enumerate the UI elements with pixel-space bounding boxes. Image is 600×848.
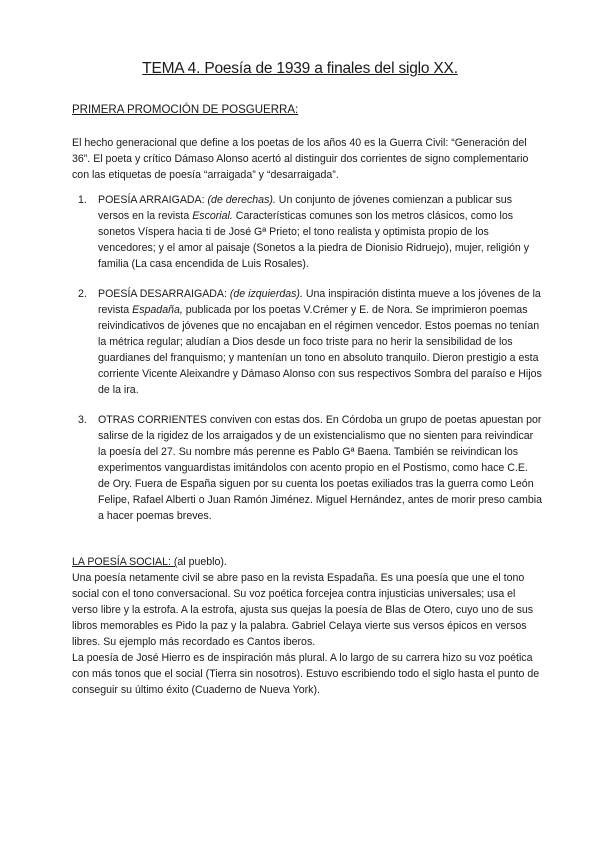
poesia-social-paragraph-2: La poesía de José Hierro es de inspiración más plural. A lo largo de su carrera hizo su voz poética con más tonos que el social (Tierra sin nosotros). Estuvo escribiendo todo el siglo hasta el punto de conseguir su último éxito (Cuaderno de Nueva York). xyxy=(72,652,540,696)
currents-list xyxy=(72,192,542,524)
list-item-desarraigada xyxy=(72,286,542,412)
section-poesia-social xyxy=(72,554,542,698)
heading-underlined: LA POESÍA SOCIAL: ( xyxy=(72,556,178,568)
item-lead-italic: (de izquierdas). xyxy=(229,288,303,300)
section-heading-primera-promocion: PRIMERA PROMOCIÓN DE POSGUERRA: xyxy=(72,104,299,116)
list-number: 2. xyxy=(78,288,87,300)
list-item-otras-corrientes xyxy=(72,412,542,524)
intro-paragraph: El hecho generacional que define a los poetas de los años 40 es la Guerra Civil: “Generación del 36”. El poeta y crítico Dámaso Alonso acertó al distinguir dos corrientes de signo complementario con las etiquetas de poesía “arraigada” y “desarraigada”. xyxy=(72,137,529,181)
document-title: TEMA 4. Poesía de 1939 a finales del siglo XX. xyxy=(142,60,458,77)
poesia-social-paragraph-1: Una poesía netamente civil se abre paso en la revista Espadaña. Es una poesía que une el tono social con el tono conversacional. Su voz poética forcejea contra injusticias universales; usa el verso libre y la estrofa. A la estrofa, ajusta sus quejas la poesía de Blas de Otero, cuyo uno de sus libros memorables es Pido la paz y la palabra. Gabriel Celaya vierte sus versos épicos en versos libres. Su ejemplo más recordado es Cantos iberos. xyxy=(72,572,534,648)
item-text-a: Un conjunto de jóvenes comienzan a publicar sus versos en la revista xyxy=(98,194,512,222)
section-heading-poesia-social xyxy=(72,554,542,570)
heading-tail: al pueblo). xyxy=(177,556,227,568)
item-lead: POESÍA DESARRAIGADA: xyxy=(98,288,227,300)
item-text-a: Una inspiración distinta mueve a los jóvenes de la revista xyxy=(98,288,541,316)
item-text-a-italic: Escorial. xyxy=(192,210,233,222)
list-item-arraigada xyxy=(72,192,542,286)
list-number: 3. xyxy=(78,414,87,426)
item-text-b: publicada por los poetas V.Crémer y E. de Nora. Se imprimieron poemas reivindicativos de jóvenes que no encajaban en el régimen vencedor. Estos poemas no tenían la métrica regular; aludían a Dios desde un foco triste para no herir la sensibilidad de los guardianes del franquismo; y mantenían un tono en absoluto tranquilo. Dieron prestigio a esta corriente Vicente Aleixandre y Dámaso Alonso con sus respectivos Sombra del paraíso e Hijos de la ira. xyxy=(98,304,542,396)
item-lead: OTRAS CORRIENTES xyxy=(98,414,207,426)
item-lead-italic: (de derechas). xyxy=(207,194,276,206)
list-number: 1. xyxy=(78,194,87,206)
item-text-b: Características comunes son los metros clásicos, como los sonetos Víspera hacia ti de José Gª Prieto; el tono realista y optimista propio de los vencedores; y el amor al paisaje (Sonetos a la piedra de Dionisio Ridruejo), mujer, religión y familia (La casa encendida de Luis Rosales). xyxy=(98,210,530,270)
item-text-a-italic: Espadaña, xyxy=(132,304,183,316)
item-text: conviven con estas dos. En Córdoba un grupo de poetas apuestan por salirse de la rigidez de los arraigados y de un existencialismo que no sienten para reivindicar la poesía del 27. Su nombre más perenne es Pablo Gª Baena. También se reivindican los experimentos vanguardistas imitándolos con acento propio en el Postismo, como hace C.E. de Ory. Fuera de España siguen por su cuenta los poetas exiliados tras la guerra como León Felipe, Rafael Alberti o Juan Ramón Jiménez. Miguel Hernández, antes de morir preso cambia a hacer poemas breves. xyxy=(98,414,542,522)
item-lead: POESÍA ARRAIGADA: xyxy=(98,194,205,206)
